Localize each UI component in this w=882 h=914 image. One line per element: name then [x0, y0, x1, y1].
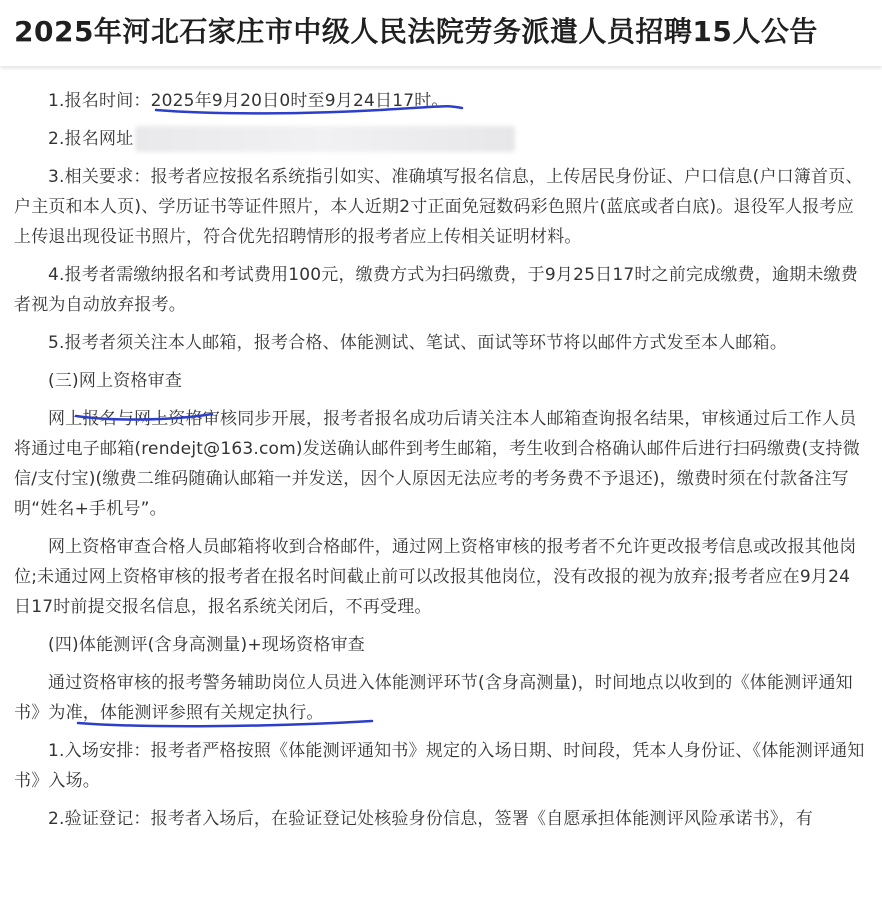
section-prefix: (三): [48, 371, 79, 391]
section-prefix: (四): [48, 635, 79, 655]
registration-url-item: [14, 124, 866, 154]
article-title-bar: [0, 0, 882, 66]
blurred-url-redaction: [135, 126, 515, 152]
fee-item: 4.报考者需缴纳报名和考试费用100元，缴费方式为扫码缴费，于9月25日17时之前完成缴费，逾期未缴费者视为自动放弃报考。: [14, 265, 858, 315]
section-heading-text: 体能测评(含身高测量)+现场资格审查: [78, 635, 365, 655]
requirements-item: 3.相关要求：报考者应按报名系统指引如实、准确填写报名信息，上传居民身份证、户口信息(户口簿首页、户主页和本人页)、学历证书等证件照片，本人近期2寸正面免冠数码彩色照片(蓝底或者白底)。退役军人报考应上传退出现役证书照片，符合优先招聘情形的报考者应上传相关证明材料。: [14, 167, 863, 247]
registration-time-item: [14, 86, 866, 116]
online-review-paragraph-2: 网上资格审查合格人员邮箱将收到合格邮件，通过网上资格审核的报考者不允许更改报考信息或改报其他岗位;未通过网上资格审核的报考者在报名时间截止前可以改报其他岗位，没有改报的视为放弃;报考者应在9月24日17时前提交报名信息，报名系统关闭后，不再受理。: [14, 537, 857, 617]
article-title: 2025年河北石家庄市中级人民法院劳务派遣人员招聘15人公告: [14, 15, 818, 48]
online-review-paragraph-1: 网上报名与网上资格审核同步开展，报考者报名成功后请关注本人邮箱查询报名结果，审核通过后工作人员将通过电子邮箱(rendejt@163.com)发送确认邮件到考生邮箱，考生收到合格确认邮件后进行扫码缴费(支持微信/支付宝)(缴费二维码随确认邮箱一并发送，因个人原因无法应考的考务费不予退还)，缴费时须在付款备注写明“姓名+手机号”。: [14, 409, 860, 519]
registration-url-label: 2.报名网址: [48, 129, 134, 149]
section-heading-online-review: [14, 366, 866, 396]
section-heading-fitness-test: [14, 630, 866, 660]
registration-time-value: 2025年9月20日0时至9月24日17时。: [150, 91, 449, 111]
section-heading-text: 网上资格审查: [78, 371, 183, 391]
email-notice-item: 5.报考者须关注本人邮箱，报考合格、体能测试、笔试、面试等环节将以邮件方式发至本人邮箱。: [48, 333, 788, 353]
article-body: [14, 86, 866, 834]
registration-time-label: 1.报名时间：: [48, 91, 151, 111]
verification-item: 2.验证登记：报考者入场后，在验证登记处核验身份信息，签署《自愿承担体能测评风险承诺书》，有: [48, 809, 813, 829]
entry-arrangement-item: 1.入场安排：报考者严格按照《体能测评通知书》规定的入场日期、时间段，凭本人身份证、《体能测评通知书》入场。: [14, 741, 865, 791]
fitness-test-paragraph: 通过资格审核的报考警务辅助岗位人员进入体能测评环节(含身高测量)，时间地点以收到的《体能测评通知书》为准，体能测评参照有关规定执行。: [14, 673, 853, 723]
